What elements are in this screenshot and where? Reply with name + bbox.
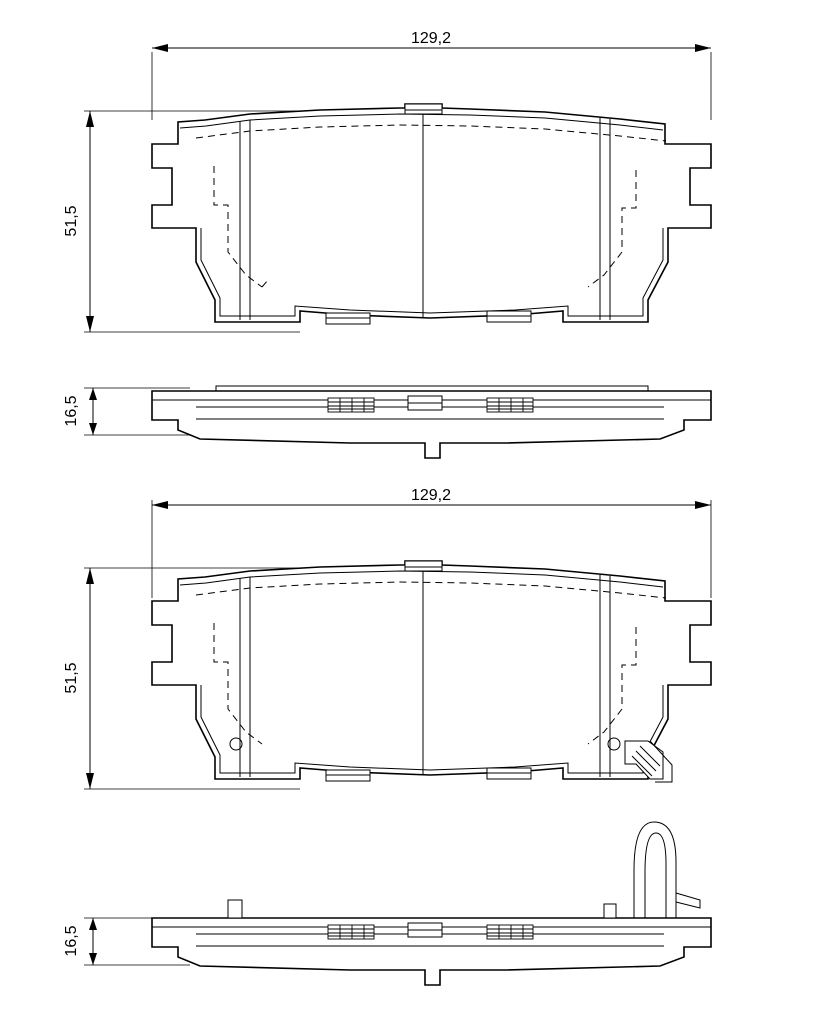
bottom-side-hatch-left bbox=[328, 925, 374, 939]
dimension-label-height-bottom: 51,5 bbox=[63, 662, 80, 694]
bottom-side-hatch-right bbox=[487, 925, 533, 939]
dimension-label-width-top: 129,2 bbox=[410, 30, 452, 47]
bottom-pad-centre-tab bbox=[405, 561, 442, 571]
bottom-pad-front-view bbox=[84, 500, 711, 789]
dimension-label-thickness-bottom: 16,5 bbox=[63, 925, 80, 957]
top-pad-centre-tab bbox=[405, 104, 442, 114]
bottom-pad-side-view bbox=[84, 822, 711, 985]
top-pad-side-view bbox=[84, 386, 711, 458]
side-right-tab bbox=[604, 904, 616, 918]
dimension-label-width-bottom: 129,2 bbox=[410, 487, 452, 504]
top-pad-front-view bbox=[84, 44, 711, 332]
side-left-tab bbox=[228, 900, 242, 918]
side-hatch-left bbox=[328, 398, 374, 412]
side-hatch-right bbox=[487, 398, 533, 412]
dimension-label-thickness-top: 16,5 bbox=[63, 395, 80, 427]
dimension-label-height-top: 51,5 bbox=[63, 205, 80, 237]
